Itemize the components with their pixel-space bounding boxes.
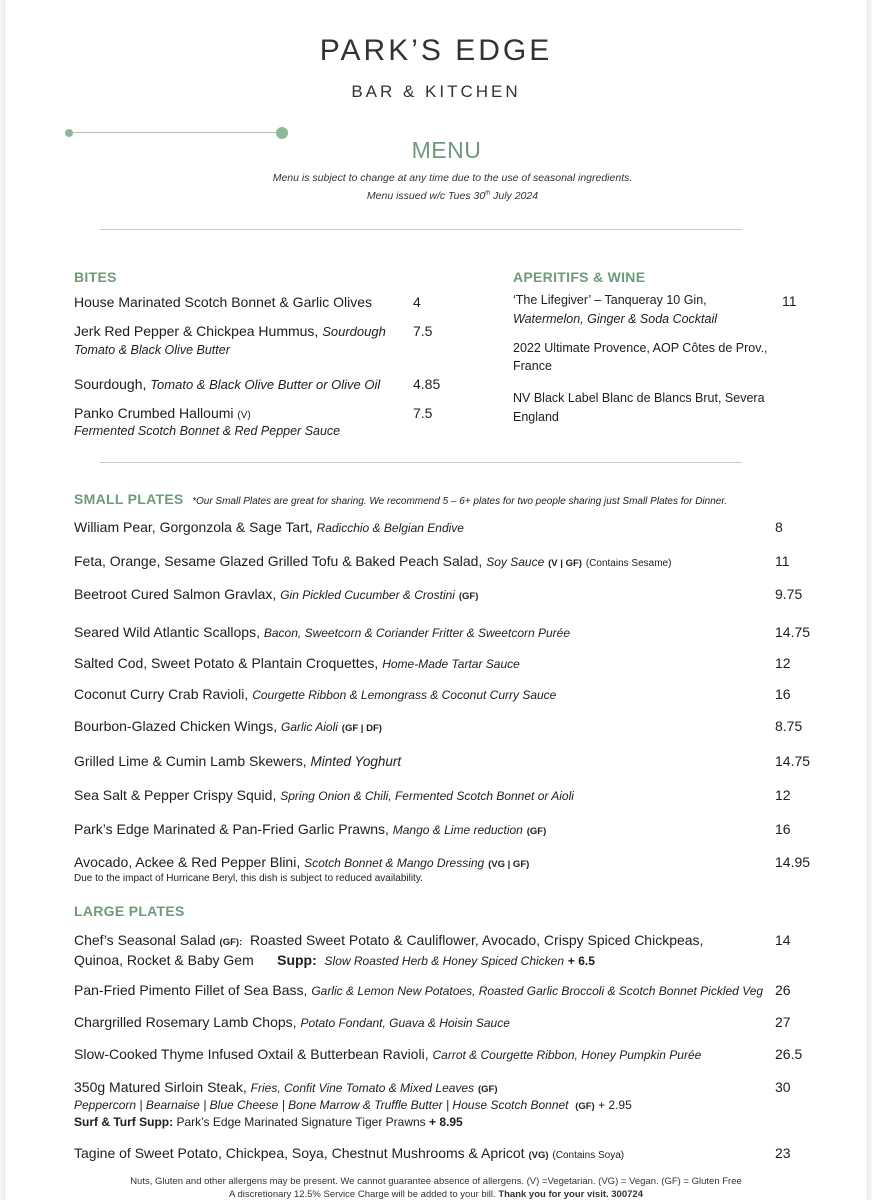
bites-item-desc: Tomato & Black Olive Butter or Olive Oil bbox=[150, 377, 381, 392]
item-price: 26.5 bbox=[775, 1046, 803, 1062]
wine-line1: 2022 Ultimate Provence, AOP Côtes de Prov., bbox=[513, 341, 768, 355]
item-price: 12 bbox=[775, 655, 791, 671]
aperitif-line2: Watermelon, Ginger & Soda Cocktail bbox=[513, 312, 718, 326]
item-price: 8.75 bbox=[775, 718, 803, 734]
item-name: Feta, Orange, Sesame Glazed Grilled Tofu & Baked Peach Salad, bbox=[74, 553, 483, 569]
item-name: Slow-Cooked Thyme Infused Oxtail & Butterbean Ravioli, bbox=[74, 1046, 429, 1062]
bites-item bbox=[74, 323, 386, 339]
bites-item-price: 7.5 bbox=[413, 405, 433, 421]
small-plate-item bbox=[74, 624, 570, 640]
item-price: 9.75 bbox=[775, 586, 803, 602]
small-plate-item bbox=[74, 718, 382, 734]
item-name: Park’s Edge Marinated & Pan-Fried Garlic Prawns, bbox=[74, 821, 389, 837]
item-price: 23 bbox=[775, 1145, 791, 1161]
small-plates-header bbox=[74, 491, 727, 509]
item-desc: Spring Onion & Chili, Fermented Scotch Bonnet or Aioli bbox=[280, 789, 574, 803]
item-name: Grilled Lime & Cumin Lamb Skewers, bbox=[74, 753, 307, 769]
aperitif-line1: ‘The Lifegiver’ – Tanqueray 10 Gin, bbox=[513, 293, 707, 307]
surf-label: Surf & Turf Supp: bbox=[74, 1115, 174, 1129]
item-name: Seared Wild Atlantic Scallops, bbox=[74, 624, 260, 640]
wine-line2: France bbox=[513, 359, 552, 373]
aperitif-price: 11 bbox=[782, 293, 797, 309]
small-plates-heading: SMALL PLATES bbox=[74, 491, 184, 507]
small-plate-item bbox=[74, 686, 556, 702]
item-desc: Bacon, Sweetcorn & Coriander Fritter & Sweetcorn Purée bbox=[263, 626, 571, 640]
item-tag: (GF): bbox=[219, 937, 243, 948]
small-plate-item bbox=[74, 821, 546, 837]
item-name: William Pear, Gorgonzola & Sage Tart, bbox=[74, 519, 313, 535]
item-price: 16 bbox=[775, 686, 791, 702]
bites-heading: BITES bbox=[74, 269, 117, 285]
availability-note: Due to the impact of Hurricane Beryl, this dish is subject to reduced availability. bbox=[74, 873, 423, 884]
steak-sauces bbox=[74, 1098, 632, 1112]
small-plate-item bbox=[74, 655, 520, 671]
small-plate-item bbox=[74, 519, 464, 535]
item-price: 14.95 bbox=[775, 854, 811, 870]
item-desc: Mango & Lime reduction bbox=[392, 823, 523, 837]
item-price: 14 bbox=[775, 932, 791, 948]
item-name: Salted Cod, Sweet Potato & Plantain Croquettes, bbox=[74, 655, 379, 671]
item-price: 8 bbox=[775, 519, 783, 535]
large-plate-item bbox=[74, 1046, 701, 1062]
item-desc: Gin Pickled Cucumber & Crostini bbox=[280, 588, 455, 602]
item-price: 11 bbox=[775, 553, 790, 569]
item-desc: Radicchio & Belgian Endive bbox=[316, 521, 464, 535]
bites-item-desc2: Fermented Scotch Bonnet & Red Pepper Sauce bbox=[74, 424, 341, 438]
small-plates-note: *Our Small Plates are great for sharing. We recommend 5 – 6+ plates for two people sharing just Small Plates for Dinner. bbox=[192, 496, 728, 507]
thanks-text: Thank you for your visit. 300724 bbox=[498, 1189, 643, 1200]
item-name: Pan-Fried Pimento Fillet of Sea Bass, bbox=[74, 982, 308, 998]
salad-line1 bbox=[74, 932, 703, 948]
supp-desc: Slow Roasted Herb & Honey Spiced Chicken bbox=[324, 954, 565, 968]
item-price: 26 bbox=[775, 982, 791, 998]
bites-item-price: 4.85 bbox=[413, 376, 441, 392]
aperitifs-heading: APERITIFS & WINE bbox=[513, 269, 646, 285]
salad-line2 bbox=[74, 952, 595, 968]
sauces-price: + 2.95 bbox=[598, 1098, 632, 1112]
small-plate-item bbox=[74, 854, 529, 870]
surf-desc: Park’s Edge Marinated Signature Tiger Prawns bbox=[176, 1115, 426, 1129]
brand-subtitle: BAR & KITCHEN bbox=[351, 82, 521, 101]
item-name: Avocado, Ackee & Red Pepper Blini, bbox=[74, 854, 301, 870]
item-name: 350g Matured Sirloin Steak, bbox=[74, 1079, 247, 1095]
service-charge-notice bbox=[0, 1189, 872, 1200]
item-desc: Courgette Ribbon & Lemongrass & Coconut Curry Sauce bbox=[252, 688, 557, 702]
menu-issued-date: Menu issued w/c Tues 30th July 2024 bbox=[366, 190, 539, 202]
item-desc: Carrot & Courgette Ribbon, Honey Pumpkin Purée bbox=[432, 1048, 702, 1062]
large-plate-item bbox=[74, 1145, 624, 1161]
wine-line2: England bbox=[513, 410, 559, 424]
item-desc: Fries, Confit Vine Tomato & Mixed Leaves bbox=[250, 1081, 475, 1095]
steak-line bbox=[74, 1079, 498, 1095]
bites-item-price: 7.5 bbox=[413, 323, 433, 339]
bites-item bbox=[74, 405, 251, 421]
item-tag: (GF) bbox=[458, 591, 479, 602]
item-price: 30 bbox=[775, 1079, 791, 1095]
large-plate-item bbox=[74, 982, 763, 998]
item-desc: Scotch Bonnet & Mango Dressing bbox=[304, 856, 485, 870]
item-desc: Garlic & Lemon New Potatoes, Roasted Garlic Broccoli & Scotch Bonnet Pickled Veg bbox=[311, 984, 764, 998]
item-price: 12 bbox=[775, 787, 791, 803]
item-price: 27 bbox=[775, 1014, 791, 1030]
item-desc: Potato Fondant, Guava & Hoisin Sauce bbox=[300, 1016, 510, 1030]
small-plate-item bbox=[74, 553, 671, 569]
small-plate-item bbox=[74, 586, 478, 602]
allergen-notice: Nuts, Gluten and other allergens may be present. We cannot guarantee absence of allergens. (V) =Vegetarian. (VG) = Vegan. (GF) = Gluten Free bbox=[130, 1176, 742, 1187]
item-tag: (VG) bbox=[528, 1150, 549, 1161]
item-name: Beetroot Cured Salmon Gravlax, bbox=[74, 586, 277, 602]
supp-price: + 6.5 bbox=[567, 954, 595, 968]
bites-item bbox=[74, 376, 380, 392]
item-name: Tagine of Sweet Potato, Chickpea, Soya, Chestnut Mushrooms & Apricot bbox=[74, 1145, 525, 1161]
brand-name: PARK’S EDGE bbox=[319, 34, 553, 67]
small-plate-item bbox=[74, 787, 574, 803]
bites-item-name: Sourdough, bbox=[74, 376, 147, 392]
item-name: Chef’s Seasonal Salad bbox=[74, 932, 216, 948]
bites-item-name: House Marinated Scotch Bonnet & Garlic Olives bbox=[74, 294, 373, 310]
wine-line1: NV Black Label Blanc de Blancs Brut, Severa bbox=[513, 391, 765, 405]
surf-turf bbox=[74, 1115, 463, 1129]
supp-label: Supp: bbox=[277, 952, 317, 968]
item-price: 14.75 bbox=[775, 624, 811, 640]
item-desc: Garlic Aioli bbox=[281, 720, 338, 734]
service-charge-text: A discretionary 12.5% Service Charge will be added to your bill. bbox=[229, 1189, 496, 1200]
bites-item-desc2: Tomato & Black Olive Butter bbox=[74, 343, 230, 357]
item-tag: (VG | GF) bbox=[488, 859, 530, 870]
item-desc: Home-Made Tartar Sauce bbox=[382, 657, 520, 671]
large-plates-heading: LARGE PLATES bbox=[74, 903, 185, 919]
item-tag: (GF) bbox=[478, 1084, 498, 1095]
item-tag: (GF) bbox=[526, 826, 547, 837]
small-plate-item bbox=[74, 753, 401, 769]
large-plate-item bbox=[74, 1014, 510, 1030]
surf-price: + 8.95 bbox=[429, 1115, 463, 1129]
item-name: Chargrilled Rosemary Lamb Chops, bbox=[74, 1014, 297, 1030]
menu-title: MENU bbox=[411, 137, 482, 163]
item-tag: (GF | DF) bbox=[341, 723, 382, 734]
sauces-list: Peppercorn | Bearnaise | Blue Cheese | Bone Marrow & Truffle Butter | House Scotch Bonnet bbox=[74, 1098, 569, 1112]
item-name: Bourbon-Glazed Chicken Wings, bbox=[74, 718, 278, 734]
bites-item-name: Panko Crumbed Halloumi bbox=[74, 405, 234, 421]
divider bbox=[100, 462, 742, 463]
item-tag: (V | GF) bbox=[548, 558, 582, 569]
menu-note: Menu is subject to change at any time due to the use of seasonal ingredients. bbox=[272, 172, 633, 184]
item-name: Sea Salt & Pepper Crispy Squid, bbox=[74, 787, 277, 803]
item-desc: Minted Yoghurt bbox=[310, 754, 402, 769]
bites-item-name: Jerk Red Pepper & Chickpea Hummus, bbox=[74, 323, 319, 339]
item-name: Coconut Curry Crab Ravioli, bbox=[74, 686, 249, 702]
item-tag: (GF) bbox=[575, 1101, 595, 1112]
item-price: 14.75 bbox=[775, 753, 811, 769]
item-desc: Soy Sauce bbox=[486, 555, 545, 569]
divider bbox=[100, 229, 742, 230]
bites-item-desc: Sourdough bbox=[322, 324, 386, 339]
bites-item-price: 4 bbox=[413, 294, 421, 310]
item-allergen: (Contains Sesame) bbox=[585, 558, 672, 569]
item-desc: Quinoa, Rocket & Baby Gem bbox=[74, 952, 254, 968]
item-allergen: (Contains Soya) bbox=[552, 1150, 625, 1161]
item-desc: Roasted Sweet Potato & Cauliflower, Avocado, Crispy Spiced Chickpeas, bbox=[250, 932, 704, 948]
bites-item-tag: (V) bbox=[237, 410, 251, 421]
item-price: 16 bbox=[775, 821, 791, 837]
